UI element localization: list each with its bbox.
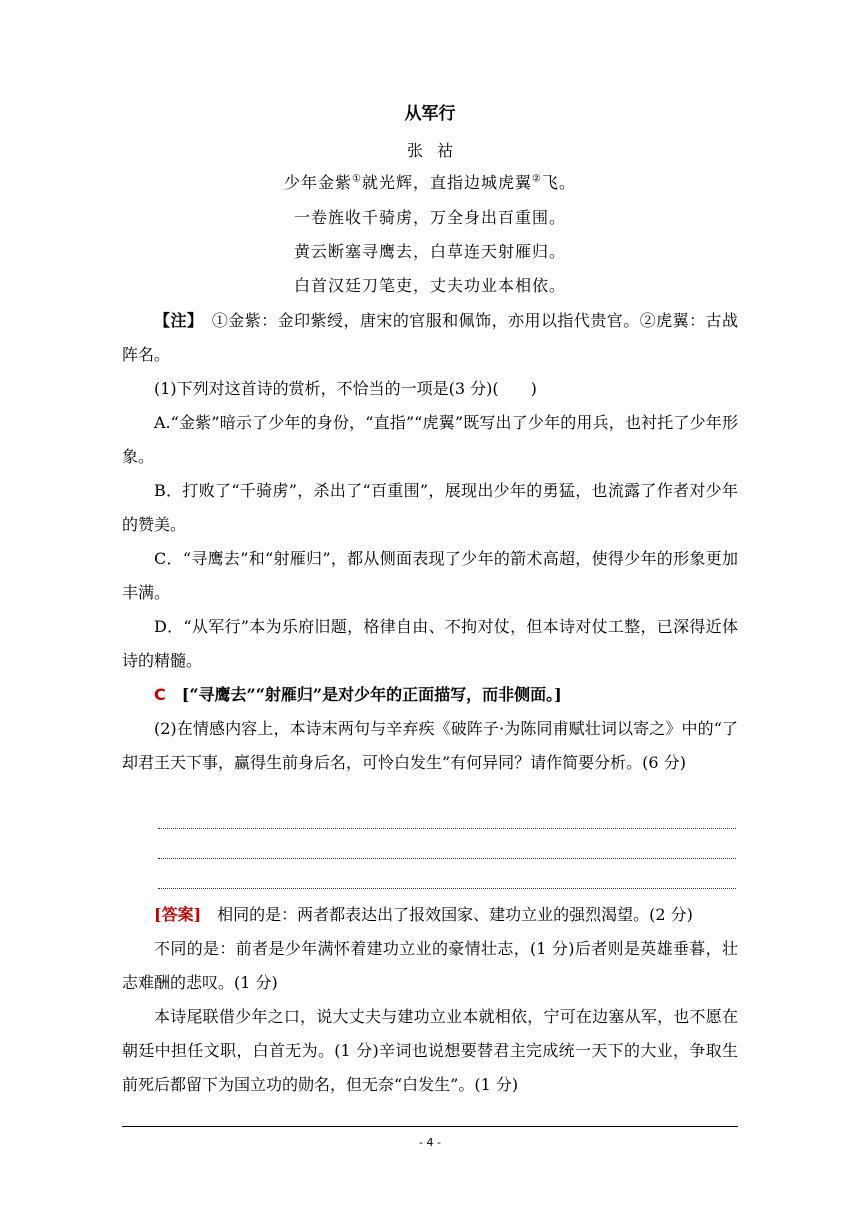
poem-line-1-part-c: 飞。 — [541, 173, 576, 192]
poem-author: 张祜 — [406, 141, 467, 160]
question-1-option-c: C．“寻鹰去”和“射雁归”，都从侧面表现了少年的箭术高超，使得少年的形象更加丰满。 — [122, 549, 738, 602]
question-2-answer-part-1 — [122, 898, 738, 932]
poem-title: 从军行 — [404, 104, 456, 124]
answer-label: [答案] — [154, 905, 202, 924]
poem-line-2: 一卷旌收千骑虏，万全身出百重围。 — [293, 208, 566, 227]
footnote-mark-1: ① — [352, 173, 362, 185]
question-2-stem: (2)在情感内容上，本诗末两句与辛弃疾《破阵子·为陈同甫赋壮词以寄之》中的“了却君王天下事，赢得生前身后名，可怜白发生”有何异同？请作简要分析。(6 分) — [122, 719, 738, 772]
annotation-note — [122, 304, 738, 372]
page-number: - 4 - — [419, 1136, 441, 1149]
question-1-answer — [122, 678, 738, 712]
question-1-stem: (1)下列对这首诗的赏析，不恰当的一项是(3 分)( ) — [154, 379, 537, 398]
footnote-mark-2: ② — [532, 173, 542, 185]
note-text: ①金紫：金印紫绶，唐宋的官服和佩饰，亦用以指代贵官。②虎翼：古战阵名。 — [122, 311, 738, 364]
question-2-answer-part-3: 本诗尾联借少年之口，说大丈夫与建功立业本就相依，宁可在边塞从军，也不愿在朝廷中担任文职，白首无为。(1 分)辛词也说想要替君主完成统一天下的大业，争取生前死后都留下为国立功的勋名，但无奈“白发生”。(1 分) — [122, 1007, 738, 1094]
answer-explanation: [“寻鹰去”“射雁归”是对少年的正面描写，而非侧面。] — [165, 685, 562, 704]
poem-line-1-part-a: 少年金紫 — [284, 173, 353, 192]
answer-line-2 — [158, 858, 736, 859]
footer-divider — [122, 1126, 738, 1127]
document-page — [122, 0, 738, 1216]
poem-line-4: 白首汉廷刀笔吏，丈夫功业本相依。 — [293, 276, 566, 295]
question-1-option-a: A.“金紫”暗示了少年的身份，“直指”“虎翼”既写出了少年的用兵，也衬托了少年形象。 — [122, 413, 738, 466]
answer-line-1 — [158, 828, 736, 829]
question-2-answer-part-2: 不同的是：前者是少年满怀着建功立业的豪情壮志，(1 分)后者则是英雄垂暮，壮志难酬的悲叹。(1 分) — [122, 939, 738, 992]
question-1-option-d: D．“从军行”本为乐府旧题，格律自由、不拘对仗，但本诗对仗工整，已深得近体诗的精髓。 — [122, 617, 738, 670]
answer-line-3 — [158, 888, 736, 889]
poem-line-3: 黄云断塞寻鹰去，白草连天射雁归。 — [293, 242, 566, 261]
answer-letter: C — [154, 685, 166, 704]
question-1-option-b: B．打败了“千骑虏”，杀出了“百重围”，展现出少年的勇猛，也流露了作者对少年的赞美。 — [122, 481, 738, 534]
note-label: 【注】 — [154, 311, 196, 330]
poem-line-1-part-b: 就光辉，直指边城虎翼 — [361, 173, 532, 192]
answer-text-1: 相同的是：两者都表达出了报效国家、建功立业的强烈渴望。(2 分) — [201, 905, 693, 924]
poem-line-1 — [122, 172, 738, 194]
